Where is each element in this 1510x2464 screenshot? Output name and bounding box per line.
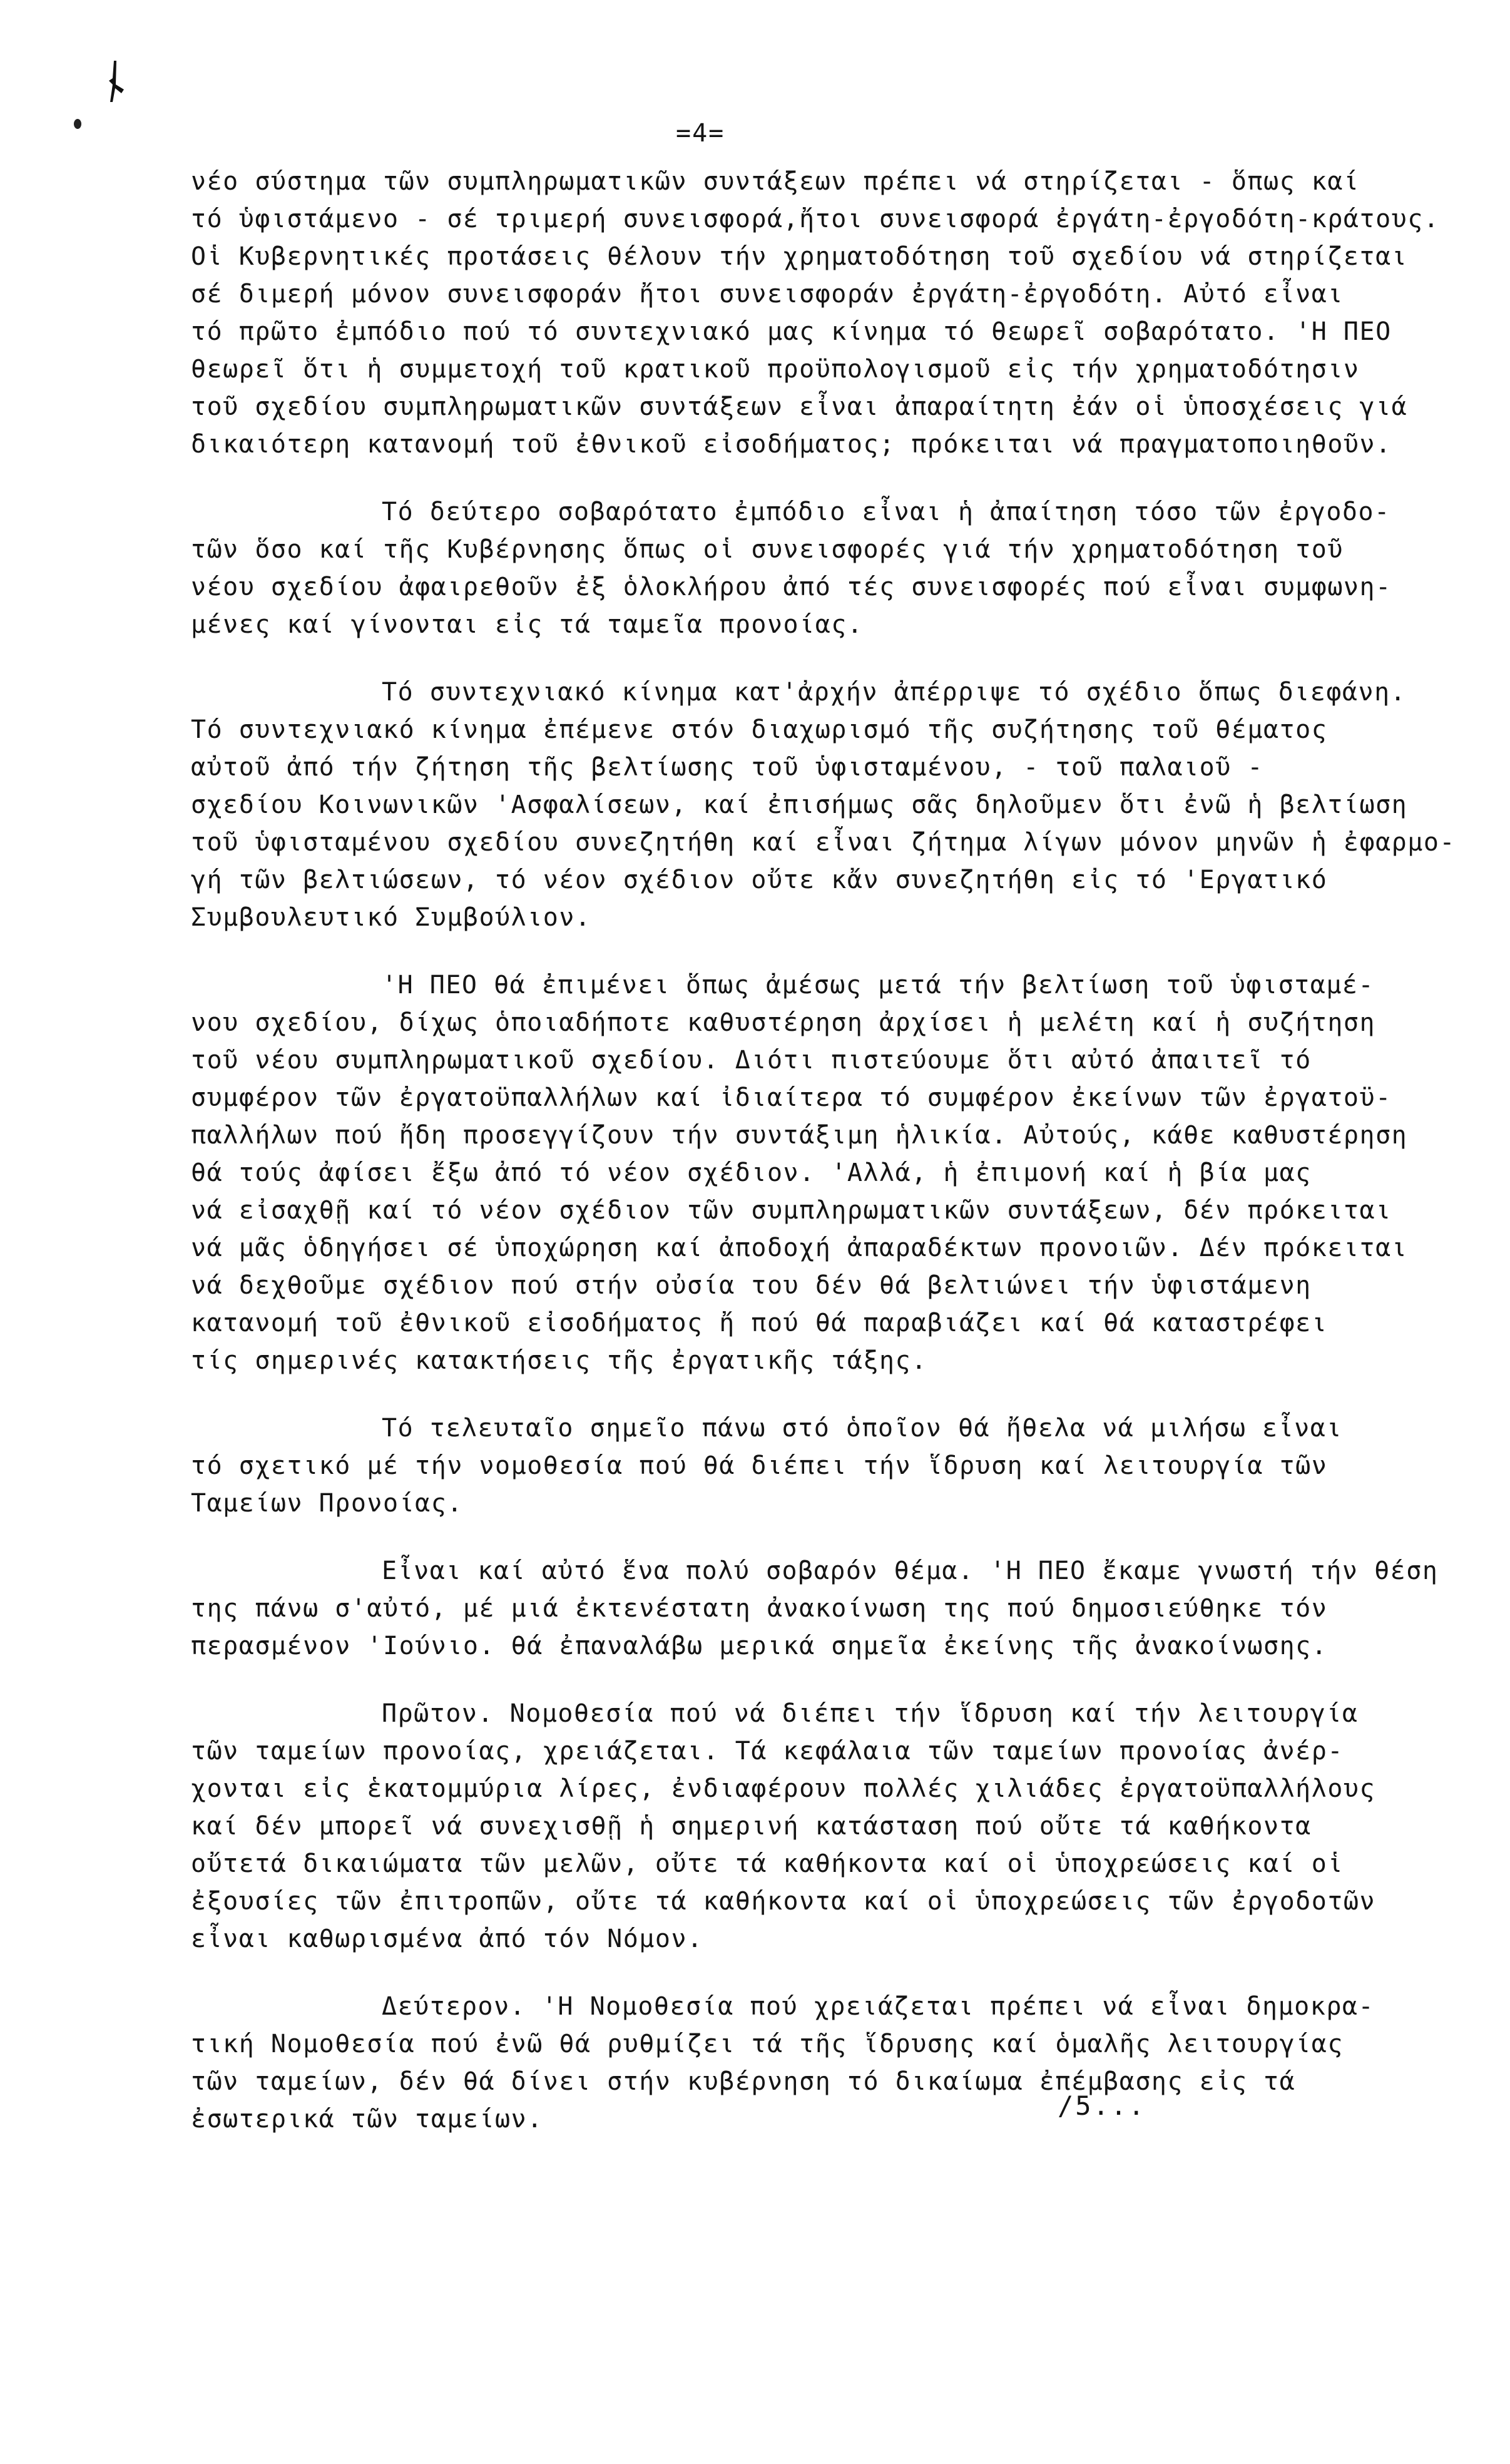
text-line: μένες καί γίνονται εἰς τά ταμεῖα προνοίας. <box>191 610 864 639</box>
text-line: Τό τελευταῖο σημεῖο πάνω στό ὁποῖον θά ἤθελα νά μιλήσω εἶναι <box>382 1414 1342 1443</box>
text-line: νά μᾶς ὁδηγήσει σέ ὑποχώρηση καί ἀποδοχή ἀπαραδέκτων προνοιῶν. Δέν πρόκειται <box>191 1234 1408 1262</box>
handwritten-mark-icon <box>105 59 126 103</box>
paragraph <box>191 1695 1417 1958</box>
text-line: Ταμείων Προνοίας. <box>191 1489 463 1518</box>
text-line: νου σχεδίου, δίχως ὁποιαδήποτε καθυστέρηση ἀρχίσει ἡ μελέτη καί ἡ συζήτηση <box>191 1008 1376 1037</box>
text-line: σέ διμερή μόνον συνεισφοράν ἤτοι συνεισφοράν ἐργάτη-ἐργοδότη. Αὐτό εἶναι <box>191 280 1344 309</box>
text-line: Τό συντεχνιακό κίνημα ἐπέμενε στόν διαχωρισμό τῆς συζήτησης τοῦ θέματος <box>191 715 1328 744</box>
paragraph <box>191 1988 1417 2138</box>
text-line: ἐσωτερικά τῶν ταμείων. <box>191 2105 543 2134</box>
text-line: της πάνω σ'αὐτό, μέ μιά ἐκτενέστατη ἀνακοίνωση της πού δημοσιεύθηκε τόν <box>191 1594 1328 1623</box>
text-line: τοῦ σχεδίου συμπληρωματικῶν συντάξεων εἶναι ἀπαραίτητη ἐάν οἱ ὑποσχέσεις γιά <box>191 392 1408 421</box>
text-line: νέου σχεδίου ἀφαιρεθοῦν ἐξ ὁλοκλήρου ἀπό τές συνεισφορές πού εἶναι συμφωνη- <box>191 573 1392 601</box>
text-line: θεωρεῖ ὅτι ἡ συμμετοχή τοῦ κρατικοῦ προϋπολογισμοῦ εἰς τήν χρηματοδότησιν <box>191 355 1360 384</box>
text-line: Τό συντεχνιακό κίνημα κατ'ἀρχήν ἀπέρριψε τό σχέδιο ὅπως διεφάνη. <box>382 678 1407 707</box>
text-line: νέο σύστημα τῶν συμπληρωματικῶν συντάξεων πρέπει νά στηρίζεται - ὅπως καί <box>191 167 1360 196</box>
text-line: συμφέρον τῶν ἐργατοϋπαλλήλων καί ἰδιαίτερα τό συμφέρον ἐκείνων τῶν ἐργατοϋ- <box>191 1083 1392 1112</box>
text-line: δικαιότερη κατανομή τοῦ ἐθνικοῦ εἰσοδήματος; πρόκειται νά πραγματοποιηθοῦν. <box>191 430 1392 459</box>
text-line: τῶν ὅσο καί τῆς Κυβέρνησης ὅπως οἱ συνεισφορές γιά τήν χρηματοδότηση τοῦ <box>191 535 1344 564</box>
text-line: τό πρῶτο ἐμπόδιο πού τό συντεχνιακό μας κίνημα τό θεωρεῖ σοβαρότατο. 'Η ΠΕΟ <box>191 317 1392 346</box>
margin-dot <box>74 119 81 129</box>
text-line: θά τούς ἀφίσει ἔξω ἀπό τό νέον σχέδιον. 'Αλλά, ἡ ἐπιμονή καί ἡ βία μας <box>191 1158 1312 1187</box>
text-line: τῶν ταμείων προνοίας, χρειάζεται. Τά κεφάλαια τῶν ταμείων προνοίας ἀνέρ- <box>191 1737 1344 1766</box>
text-line: οὔτετά δικαιώματα τῶν μελῶν, οὔτε τά καθήκοντα καί οἱ ὑποχρεώσεις καί οἱ <box>191 1849 1344 1878</box>
text-line: τίς σημερινές κατακτήσεις τῆς ἐργατικῆς τάξης. <box>191 1346 927 1375</box>
text-line: σχεδίου Κοινωνικῶν 'Ασφαλίσεων, καί ἐπισήμως σᾶς δηλοῦμεν ὅτι ἐνῶ ἡ βελτίωση <box>191 790 1408 819</box>
text-line: Εἶναι καί αὐτό ἕνα πολύ σοβαρόν θέμα. 'Η ΠΕΟ ἔκαμε γνωστή τήν θέση <box>382 1557 1439 1585</box>
text-line: περασμένον 'Ιούνιο. θά ἐπαναλάβω μερικά σημεῖα ἐκείνης τῆς ἀνακοίνωσης. <box>191 1632 1328 1660</box>
paragraph <box>191 163 1440 463</box>
text-line: Οἱ Κυβερνητικές προτάσεις θέλουν τήν χρηματοδότηση τοῦ σχεδίου νά στηρίζεται <box>191 242 1408 271</box>
page-number: =4= <box>676 119 725 148</box>
text-line: κατανομή τοῦ ἐθνικοῦ εἰσοδήματος ἤ πού θά παραβιάζει καί θά καταστρέφει <box>191 1309 1328 1337</box>
text-line: Πρῶτον. Νομοθεσία πού νά διέπει τήν ἵδρυση καί τήν λειτουργία <box>382 1699 1359 1728</box>
text-line: παλλήλων πού ἤδη προσεγγίζουν τήν συντάξιμη ἡλικία. Αὐτούς, κάθε καθυστέρηση <box>191 1121 1408 1150</box>
text-line: νά εἰσαχθῇ καί τό νέον σχέδιον τῶν συμπληρωματικῶν συντάξεων, δέν πρόκειται <box>191 1196 1392 1225</box>
text-line: Δεύτερον. 'Η Νομοθεσία πού χρειάζεται πρέπει νά εἶναι δημοκρα- <box>382 1992 1375 2021</box>
paragraph <box>191 493 1417 643</box>
text-line: Συμβουλευτικό Συμβούλιον. <box>191 903 591 932</box>
text-line: τοῦ ὑφισταμένου σχεδίου συνεζητήθη καί εἶναι ζήτημα λίγων μόνον μηνῶν ἡ ἐφαρμο- <box>191 828 1456 857</box>
text-line: τική Νομοθεσία πού ἐνῶ θά ρυθμίζει τά τῆς ἵδρυσης καί ὁμαλῆς λειτουργίας <box>191 2030 1344 2058</box>
paragraph <box>191 673 1456 936</box>
text-line: αὐτοῦ ἀπό τήν ζήτηση τῆς βελτίωσης τοῦ ὑφισταμένου, - τοῦ παλαιοῦ - <box>191 753 1263 782</box>
text-line: γή τῶν βελτιώσεων, τό νέον σχέδιον οὔτε κἄν συνεζητήθη εἰς τό 'Εργατικό <box>191 866 1328 894</box>
text-line: καί δέν μπορεῖ νά συνεχισθῇ ἡ σημερινή κατάσταση πού οὔτε τά καθήκοντα <box>191 1812 1312 1841</box>
text-line: Τό δεύτερο σοβαρότατο ἐμπόδιο εἶναι ἡ ἀπαίτηση τόσο τῶν ἐργοδο- <box>382 498 1390 526</box>
text-line: τῶν ταμείων, δέν θά δίνει στήν κυβέρνηση τό δικαίωμα ἐπέμβασης εἰς τά <box>191 2067 1296 2096</box>
text-line: εἶναι καθωρισμένα ἀπό τόν Νόμον. <box>191 1925 703 1953</box>
document-body <box>191 163 1456 2168</box>
text-line: τοῦ νέου συμπληρωματικοῦ σχεδίου. Διότι πιστεύουμε ὅτι αὐτό ἀπαιτεῖ τό <box>191 1046 1312 1075</box>
text-line: τό ὑφιστάμενο - σέ τριμερή συνεισφορά,ἤτοι συνεισφορά ἐργάτη-ἐργοδότη-κράτους. <box>191 205 1440 233</box>
text-line: 'Η ΠΕΟ θά ἐπιμένει ὅπως ἀμέσως μετά τήν βελτίωση τοῦ ὑφισταμέ- <box>382 971 1375 999</box>
paragraph <box>191 966 1417 1379</box>
continuation-marker: /5... <box>1058 2090 1146 2121</box>
text-line: νά δεχθοῦμε σχέδιον πού στήν οὐσία του δέν θά βελτιώνει τήν ὑφιστάμενη <box>191 1271 1312 1300</box>
text-line: ἐξουσίες τῶν ἐπιτροπῶν, οὔτε τά καθήκοντα καί οἱ ὑποχρεώσεις τῶν ἐργοδοτῶν <box>191 1887 1376 1916</box>
paragraph <box>191 1409 1417 1522</box>
text-line: χονται εἰς ἑκατομμύρια λίρες, ἐνδιαφέρουν πολλές χιλιάδες ἐργατοϋπαλλήλους <box>191 1774 1376 1803</box>
paragraph <box>191 1552 1439 1665</box>
text-line: τό σχετικό μέ τήν νομοθεσία πού θά διέπει τήν ἵδρυση καί λειτουργία τῶν <box>191 1451 1328 1480</box>
